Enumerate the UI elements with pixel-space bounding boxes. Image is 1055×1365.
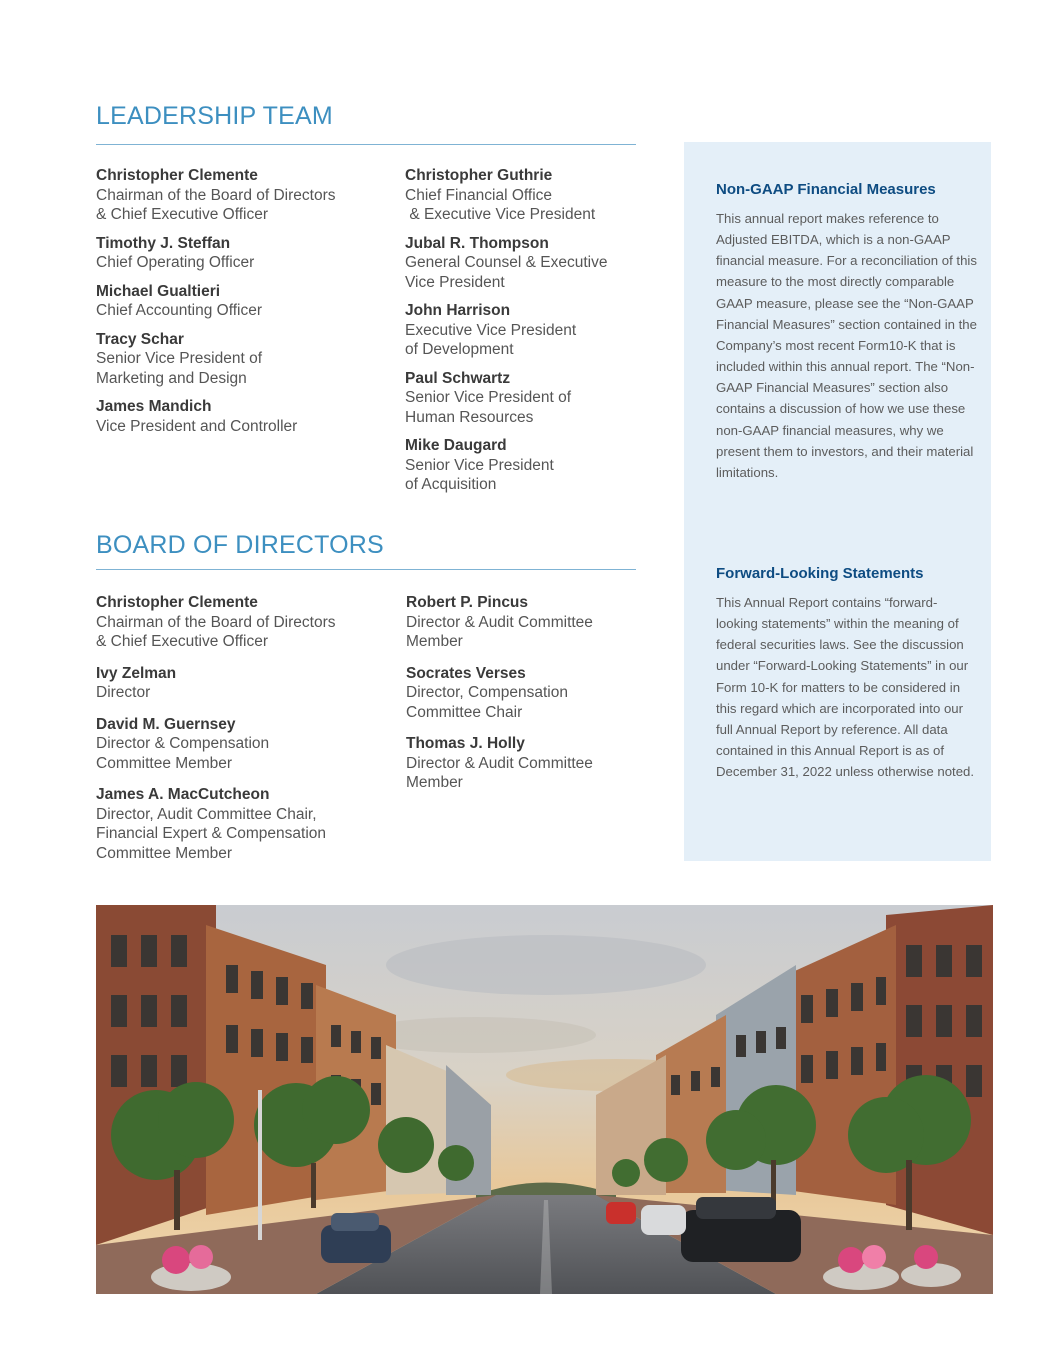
person-title: Director, Audit Committee Chair, Financial Expert & Compensation Committee Member	[96, 805, 327, 862]
board-heading: BOARD OF DIRECTORS	[96, 531, 384, 559]
street-photo	[96, 905, 993, 1294]
director-christopher-clemente	[96, 593, 386, 652]
leader-mike-daugard	[405, 436, 695, 495]
board-left-column	[96, 593, 386, 872]
person-title: Director & Audit Committee Member	[406, 613, 593, 650]
person-name: Paul Schwartz	[405, 369, 511, 387]
director-socrates-verses	[406, 664, 696, 723]
disclosure-sidebar	[684, 142, 991, 861]
person-name: Michael Gualtieri	[96, 282, 221, 300]
director-thomas-holly	[406, 734, 696, 793]
person-name: Tracy Schar	[96, 330, 184, 348]
person-title: Chief Financial Office & Executive Vice President	[405, 186, 596, 223]
leadership-divider	[96, 144, 636, 145]
person-name: Robert P. Pincus	[406, 594, 529, 611]
person-title: Director	[96, 684, 151, 701]
leader-jubal-thompson	[405, 234, 695, 293]
person-name: Christopher Guthrie	[405, 167, 553, 184]
director-james-maccutcheon	[96, 785, 386, 863]
non-gaap-heading: Non-GAAP Financial Measures	[716, 181, 936, 198]
leader-christopher-clemente	[96, 166, 386, 225]
leader-tracy-schar	[96, 330, 386, 389]
leader-timothy-steffan	[96, 234, 386, 273]
leader-michael-gualtieri	[96, 282, 386, 321]
person-name: James Mandich	[96, 398, 212, 415]
person-name: John Harrison	[405, 302, 511, 319]
person-title: Director & Audit Committee Member	[406, 754, 593, 791]
person-title: Chief Accounting Officer	[96, 302, 262, 319]
person-name: David M. Guernsey	[96, 715, 236, 733]
person-title: Executive Vice President of Development	[405, 321, 577, 358]
street-scene-illustration	[96, 905, 993, 1294]
forward-looking-body: This Annual Report contains “forward-looking statements” within the meaning of federal securities laws. See the discussion under “Forward-Looking Statements” in our Form 10-K for matters to be considered in this regard which are incorporated into our full Annual Report by reference. All data contained in this Annual Report is as of December 31, 2022 unless otherwise noted.	[716, 595, 975, 780]
leader-john-harrison	[405, 301, 695, 360]
person-title: Director, Compensation Committee Chair	[406, 684, 568, 721]
person-name: Christopher Clemente	[96, 594, 258, 611]
board-divider	[96, 569, 636, 570]
forward-looking-heading: Forward-Looking Statements	[716, 565, 924, 582]
person-name: Jubal R. Thompson	[405, 234, 549, 252]
person-title: General Counsel & Executive Vice President	[405, 254, 608, 291]
leadership-right-column	[405, 166, 695, 504]
person-title: Senior Vice President of Marketing and Design	[96, 350, 263, 387]
person-title: Senior Vice President of Acquisition	[405, 456, 554, 493]
person-title: Director & Compensation Committee Member	[96, 735, 270, 772]
person-name: Socrates Verses	[406, 664, 526, 682]
director-robert-pincus	[406, 593, 696, 652]
board-right-column	[406, 593, 696, 802]
leader-james-mandich	[96, 397, 386, 436]
leader-christopher-guthrie	[405, 166, 695, 225]
person-name: Christopher Clemente	[96, 167, 258, 184]
leader-paul-schwartz	[405, 369, 695, 428]
person-title: Chairman of the Board of Directors & Chief Executive Officer	[96, 613, 336, 650]
person-name: Timothy J. Steffan	[96, 234, 231, 252]
leadership-left-column	[96, 166, 386, 445]
person-title: Chairman of the Board of Directors & Chief Executive Officer	[96, 186, 336, 223]
person-name: Ivy Zelman	[96, 664, 177, 682]
person-title: Vice President and Controller	[96, 417, 298, 435]
person-name: Thomas J. Holly	[406, 735, 525, 752]
person-name: Mike Daugard	[405, 437, 507, 454]
non-gaap-body: This annual report makes reference to Adjusted EBITDA, which is a non-GAAP financial measure. For a reconciliation of this measure to the most directly comparable GAAP measure, please see the “Non-GAAP Financial Measures” section contained in the Company’s most recent Form10-K that is included within this annual report. The “Non-GAAP Financial Measures” section also contains a discussion of how we use these non-GAAP financial measures, why we present them to investors, and their material limitations.	[716, 211, 977, 480]
person-title: Senior Vice President of Human Resources	[405, 389, 572, 426]
director-ivy-zelman	[96, 664, 386, 703]
person-name: James A. MacCutcheon	[96, 786, 270, 803]
person-title: Chief Operating Officer	[96, 254, 255, 271]
leadership-heading: LEADERSHIP TEAM	[96, 102, 333, 130]
director-david-guernsey	[96, 715, 386, 774]
